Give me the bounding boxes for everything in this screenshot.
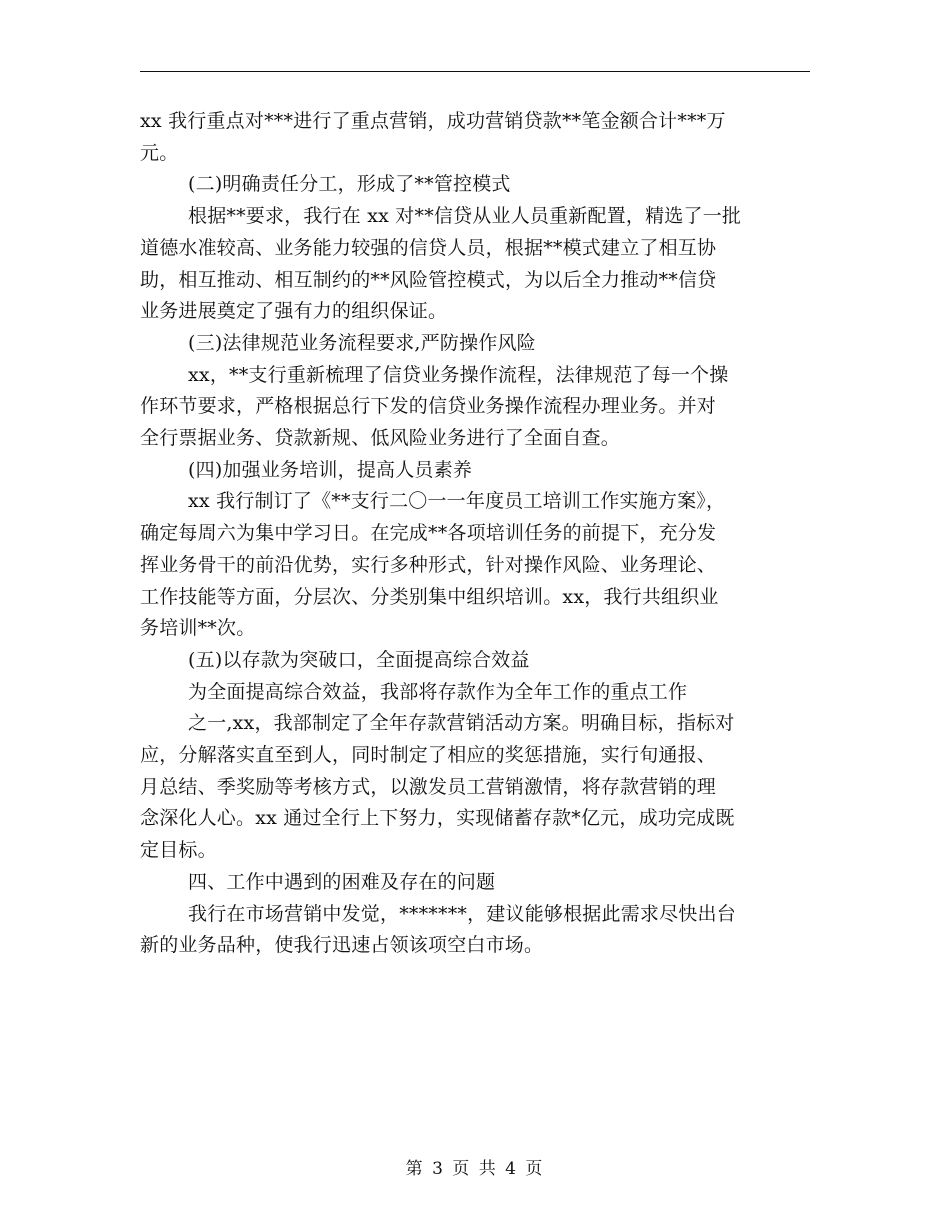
section-heading: (四)加强业务培训，提高人员素养 bbox=[188, 458, 473, 481]
text-line: 定目标。 bbox=[140, 839, 217, 862]
text-line: 根据**要求，我行在 xx 对**信贷从业人员重新配置，精选了一批 bbox=[188, 205, 742, 228]
text-line: 应，分解落实直至到人，同时制定了相应的奖惩措施，实行旬通报、 bbox=[140, 744, 717, 767]
page-number-footer: 第 3 页 共 4 页 bbox=[405, 1159, 545, 1179]
text-line: 元。 bbox=[140, 141, 179, 164]
text-line: 挥业务骨干的前沿优势，实行多种形式，针对操作风险、业务理论、 bbox=[140, 553, 717, 576]
text-line: 为全面提高综合效益，我部将存款作为全年工作的重点工作 bbox=[188, 680, 688, 703]
text-line: 月总结、季奖励等考核方式，以激发员工营销激情，将存款营销的理 bbox=[140, 775, 717, 798]
text-line: 工作技能等方面，分层次、分类别集中组织培训。xx，我行共组织业 bbox=[140, 585, 719, 608]
text-line: 确定每周六为集中学习日。在完成**各项培训任务的前提下，充分发 bbox=[140, 522, 717, 545]
section-heading: 四、工作中遇到的困难及存在的问题 bbox=[188, 870, 496, 893]
text-line: 新的业务品种，使我行迅速占领该项空白市场。 bbox=[140, 934, 544, 957]
document-body bbox=[140, 106, 812, 962]
text-line: 道德水准较高、业务能力较强的信贷人员，根据**模式建立了相互协 bbox=[140, 236, 717, 259]
text-line: 之一,xx，我部制定了全年存款营销活动方案。明确目标，指标对 bbox=[188, 712, 735, 735]
text-line: 我行在市场营销中发觉，*******，建议能够根据此需求尽快出台 bbox=[188, 902, 736, 925]
section-heading: (三)法律规范业务流程要求,严防操作风险 bbox=[188, 331, 536, 354]
text-line: 作环节要求，严格根据总行下发的信贷业务操作流程办理业务。并对 bbox=[140, 395, 717, 418]
section-heading: (五)以存款为突破口，全面提高综合效益 bbox=[188, 648, 530, 671]
text-line: 务培训**次。 bbox=[140, 617, 256, 640]
text-line: xx 我行重点对***进行了重点营销，成功营销贷款**笔金额合计***万 bbox=[140, 110, 726, 132]
section-heading: (二)明确责任分工，形成了**管控模式 bbox=[188, 173, 511, 196]
text-line: xx 我行制订了《**支行二〇一一年度员工培训工作实施方案》， bbox=[188, 490, 726, 513]
text-line: 助，相互推动、相互制约的**风险管控模式，为以后全力推动**信贷 bbox=[140, 268, 717, 291]
text-line: xx，**支行重新梳理了信贷业务操作流程，法律规范了每一个操 bbox=[188, 363, 729, 386]
text-line: 业务进展奠定了强有力的组织保证。 bbox=[140, 300, 448, 323]
text-line: 全行票据业务、贷款新规、低风险业务进行了全面自查。 bbox=[140, 427, 621, 450]
header-rule bbox=[140, 71, 810, 72]
text-line: 念深化人心。xx 通过全行上下努力，实现储蓄存款*亿元，成功完成既 bbox=[140, 807, 735, 830]
